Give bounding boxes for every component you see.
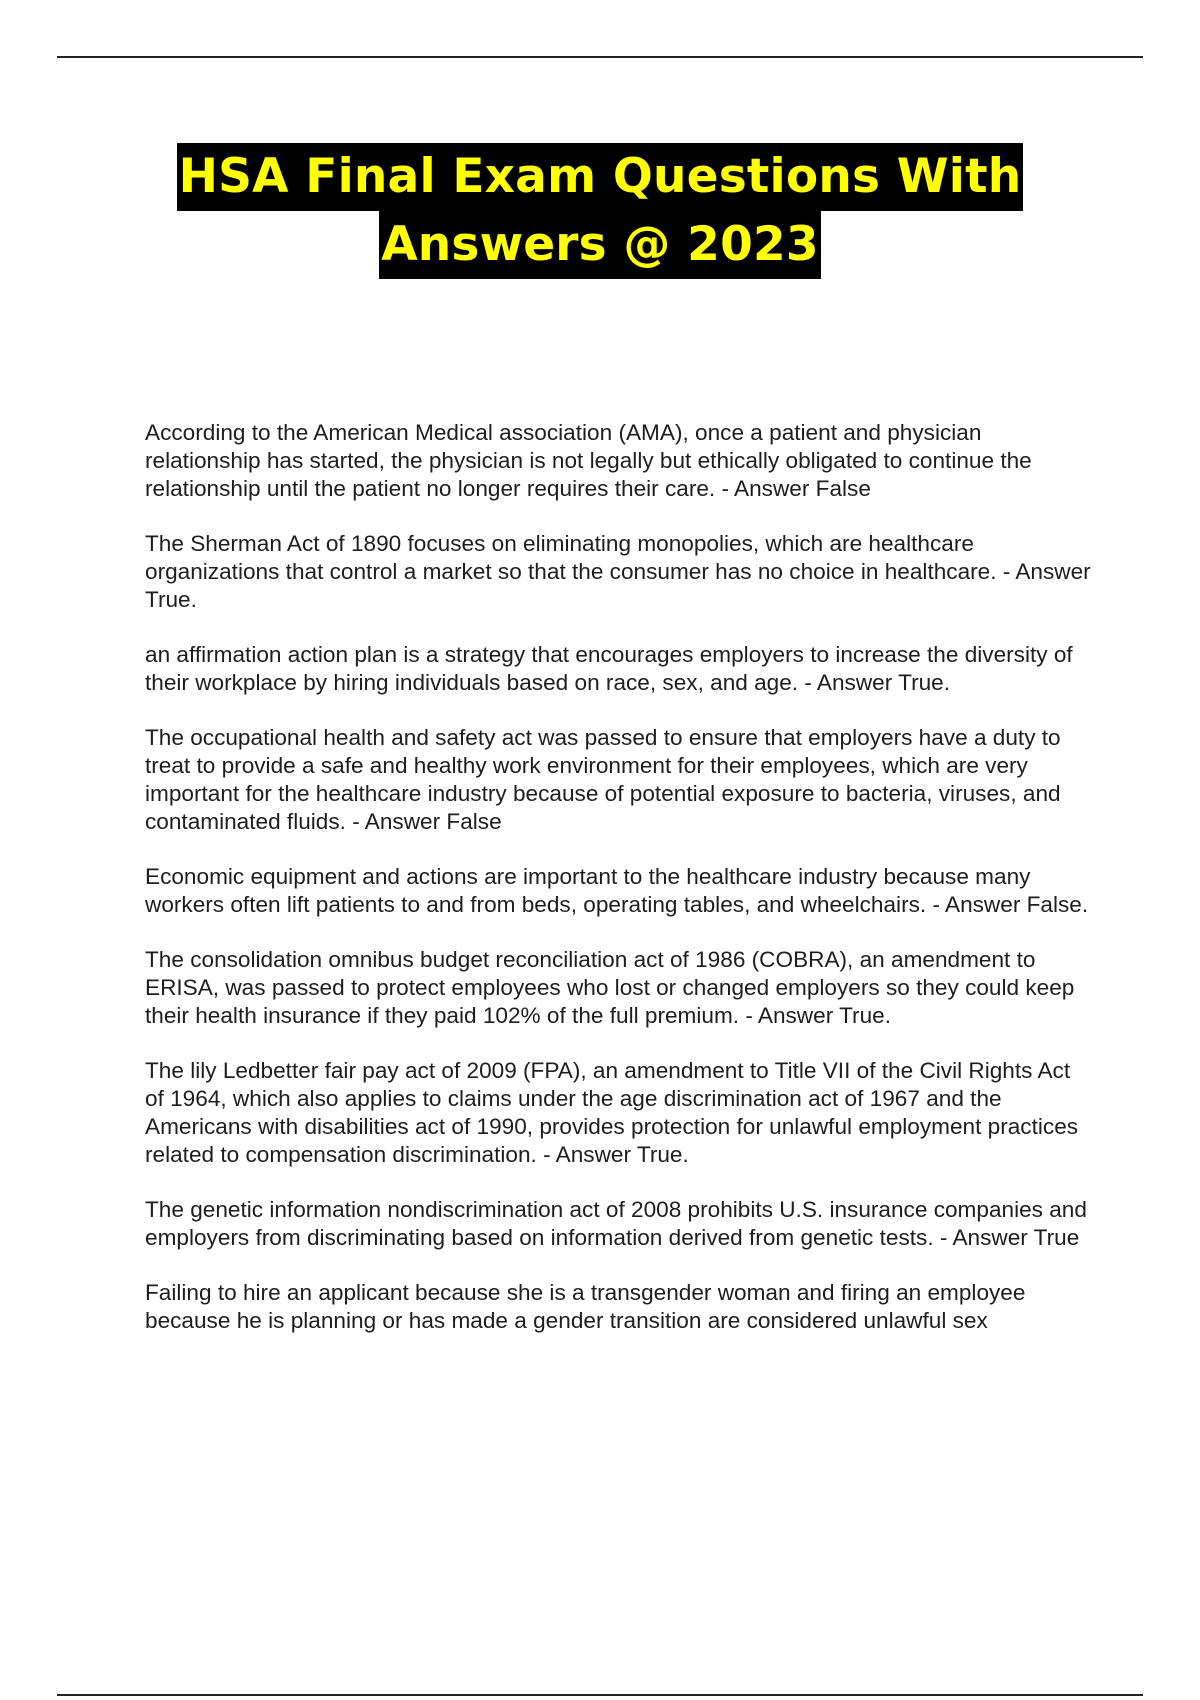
question-item: According to the American Medical association (AMA), once a patient and physician relationship has started, the physician is not legally but ethically obligated to continue the relationship until the patient no longer requires their care. - Answer False	[145, 420, 1032, 501]
footer-rule	[57, 1694, 1143, 1696]
title-line-1: HSA Final Exam Questions With	[177, 143, 1024, 211]
question-item: The genetic information nondiscrimination act of 2008 prohibits U.S. insurance companies and employers from discriminating based on information derived from genetic tests. - Answer True	[145, 1197, 1087, 1250]
question-item: an affirmation action plan is a strategy that encourages employers to increase the diversity of their workplace by hiring individuals based on race, sex, and age. - Answer True.	[145, 642, 1073, 695]
document-title	[0, 143, 1200, 279]
question-item: The Sherman Act of 1890 focuses on eliminating monopolies, which are healthcare organizations that control a market so that the consumer has no choice in healthcare. - Answer True.	[145, 531, 1091, 612]
title-line-2: Answers @ 2023	[379, 211, 821, 279]
question-item: Economic equipment and actions are important to the healthcare industry because many workers often lift patients to and from beds, operating tables, and wheelchairs. - Answer False.	[145, 864, 1089, 917]
question-list	[145, 419, 1095, 1362]
question-item: The lily Ledbetter fair pay act of 2009 (FPA), an amendment to Title VII of the Civil Rights Act of 1964, which also applies to claims under the age discrimination act of 1967 and the Americans with disabilities act of 1990, provides protection for unlawful employment practices related to compensation discrimination. - Answer True.	[145, 1058, 1079, 1167]
question-item: The consolidation omnibus budget reconciliation act of 1986 (COBRA), an amendment to ERISA, was passed to protect employees who lost or changed employers so they could keep their health insurance if they paid 102% of the full premium. - Answer True.	[145, 947, 1075, 1028]
header-rule	[57, 56, 1143, 58]
question-item: Failing to hire an applicant because she is a transgender woman and firing an employee because he is planning or has made a gender transition are considered unlawful sex	[145, 1280, 1026, 1333]
question-item: The occupational health and safety act was passed to ensure that employers have a duty to treat to provide a safe and healthy work environment for their employees, which are very important for the healthcare industry because of potential exposure to bacteria, viruses, and contaminated fluids. - Answer False	[145, 725, 1061, 834]
